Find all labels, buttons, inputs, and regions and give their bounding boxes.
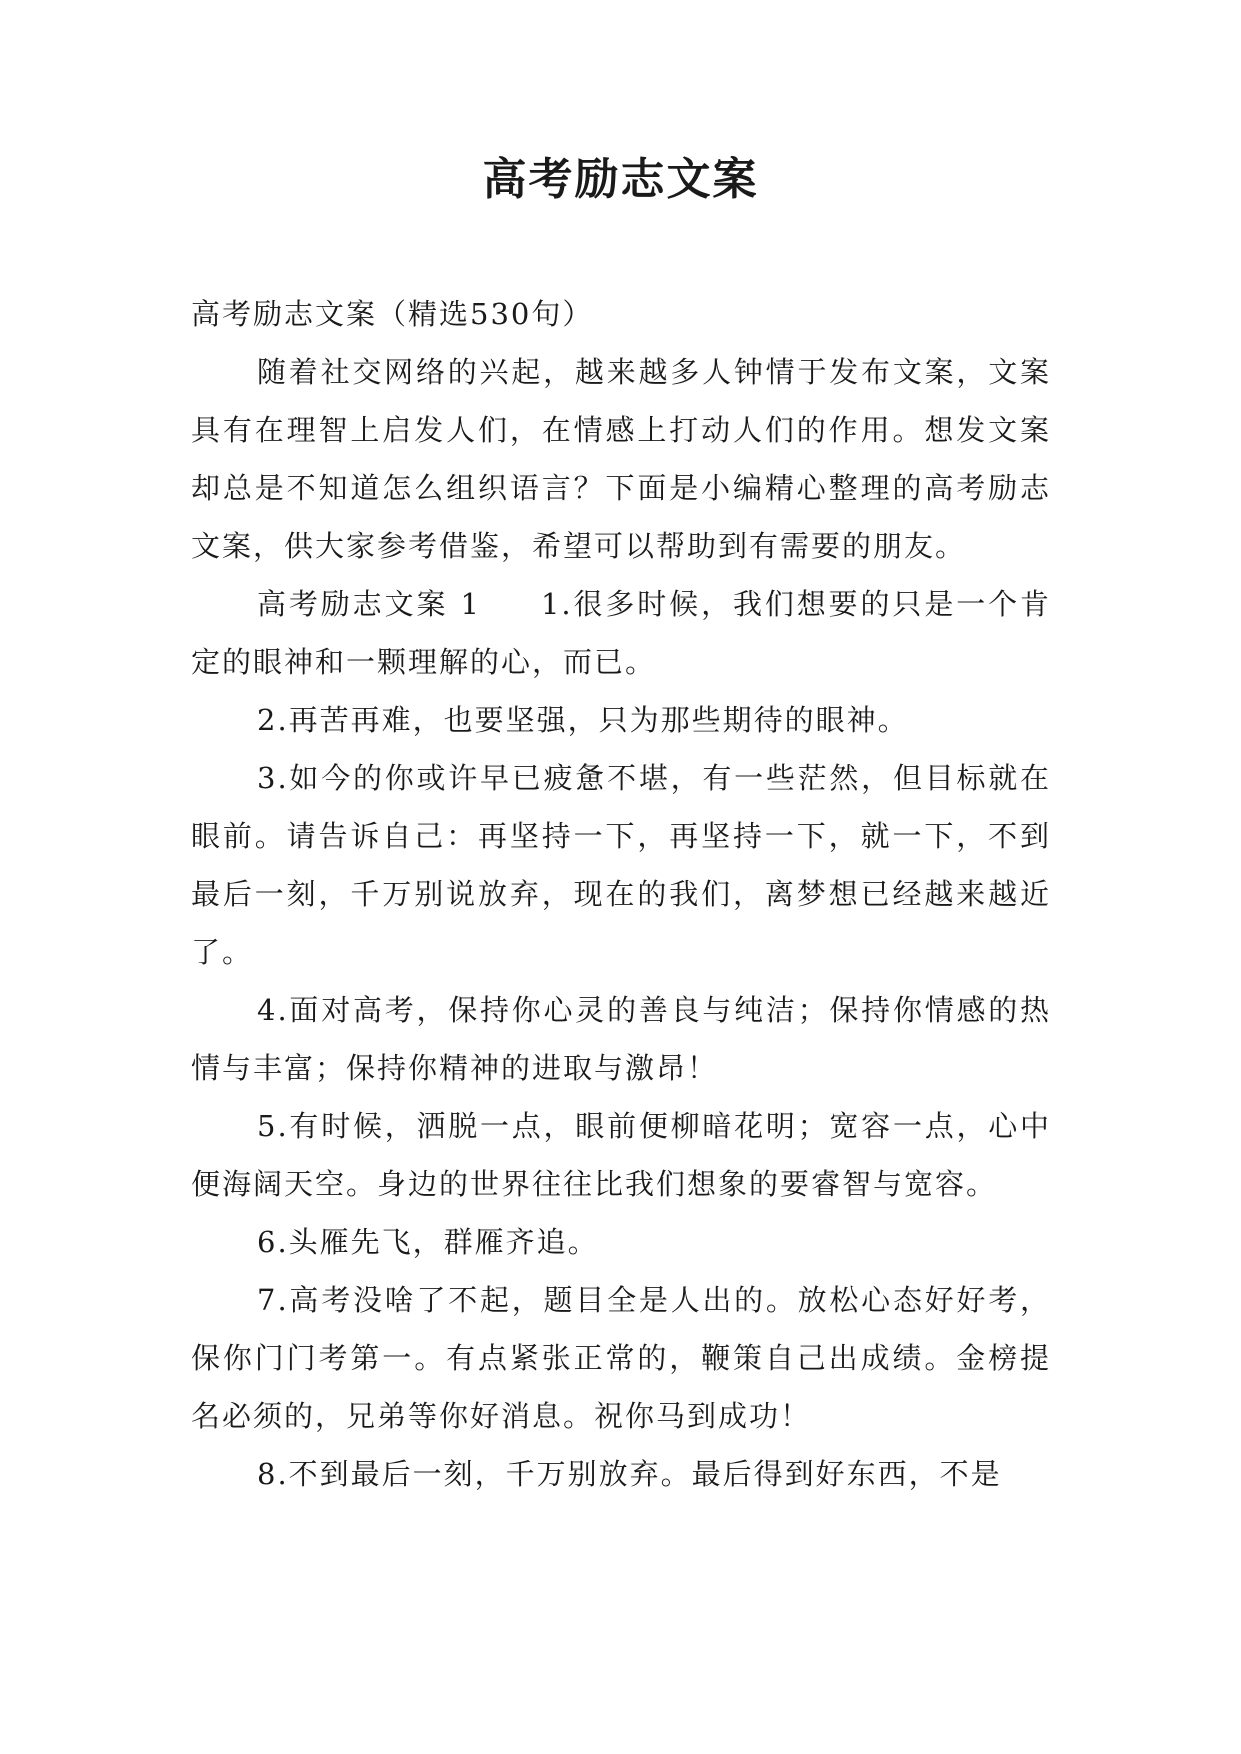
- document-subtitle: 高考励志文案（精选530句）: [191, 297, 594, 331]
- intro-paragraph: 随着社交网络的兴起，越来越多人钟情于发布文案，文案具有在理智上启发人们，在情感上打动人们的作用。想发文案却总是不知道怎么组织语言？下面是小编精心整理的高考励志文案，供大家参考借鉴，希望可以帮助到有需要的朋友。: [191, 355, 1051, 563]
- list-item: 7.高考没啥了不起，题目全是人出的。放松心态好好考，保你门门考第一。有点紧张正常的，鞭策自己出成绩。金榜提名必须的，兄弟等你好消息。祝你马到成功！: [191, 1283, 1051, 1433]
- list-item: 1.很多时候，我们想要的只是一个肯定的眼神和一颗理解的心，而已。: [191, 587, 1052, 679]
- list-item: 5.有时候，洒脱一点，眼前便柳暗花明；宽容一点，心中便海阔天空。身边的世界往往比我们想象的要睿智与宽容。: [191, 1109, 1051, 1201]
- list-item: 4.面对高考，保持你心灵的善良与纯洁；保持你情感的热情与丰富；保持你精神的进取与激昂！: [191, 993, 1051, 1085]
- section-first-paragraph: [191, 575, 1051, 691]
- list-item: 6.头雁先飞，群雁齐追。: [257, 1225, 599, 1259]
- list-item: 2.再苦再难，也要坚强，只为那些期待的眼神。: [257, 703, 909, 737]
- list-item: 3.如今的你或许早已疲惫不堪，有一些茫然，但目标就在眼前。请告诉自己：再坚持一下，再坚持一下，就一下，不到最后一刻，千万别说放弃，现在的我们，离梦想已经越来越近了。: [191, 761, 1051, 969]
- list-item: 8.不到最后一刻，千万别放弃。最后得到好东西，不是: [257, 1457, 1002, 1491]
- document-body: [191, 285, 1051, 1503]
- document-title: 高考励志文案: [482, 154, 759, 205]
- section-heading: 高考励志文案 1: [257, 587, 481, 621]
